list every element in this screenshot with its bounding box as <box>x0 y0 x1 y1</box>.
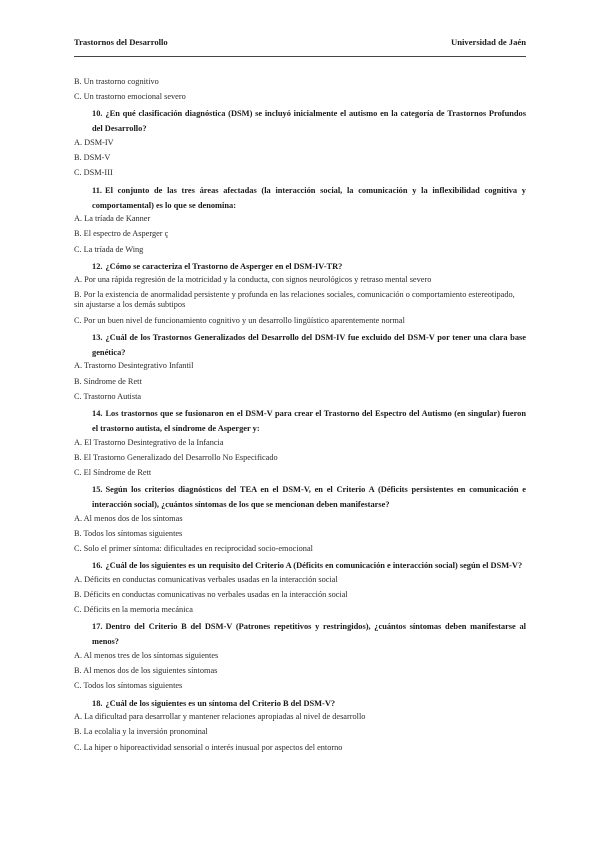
question-14 <box>92 406 526 436</box>
answer-option: A. Al menos dos de los síntomas <box>74 513 183 523</box>
question-number: 12. <box>92 261 103 271</box>
answer-option: A. DSM-IV <box>74 137 114 147</box>
question-17 <box>92 619 526 649</box>
answer-option: B. Al menos dos de los siguientes síntomas <box>74 666 218 676</box>
answer-option: C. Todos los síntomas siguientes <box>74 681 183 691</box>
answer-option: C. Un trastorno emocional severo <box>74 92 186 102</box>
header-course-title: Trastornos del Desarrollo <box>74 37 168 47</box>
answer-option: B. La ecolalia y la inversión pronominal <box>74 727 208 737</box>
question-text: ¿Cuál de los Trastornos Generalizados del Desarrollo del DSM-IV fue excluido del DSM-V por tener una clara base genética? <box>92 332 526 357</box>
header-divider <box>74 56 526 57</box>
answer-option: A. La dificultad para desarrollar y mantener relaciones apropiadas al nivel de desarrollo <box>74 712 366 722</box>
question-10 <box>92 106 526 136</box>
answer-option: C. Déficits en la memoria mecánica <box>74 605 193 615</box>
question-12 <box>92 259 526 274</box>
question-15 <box>92 482 526 512</box>
question-text: ¿Cuál de los siguientes es un requisito del Criterio A (Déficits en comunicación e interacción social) según el DSM-V? <box>105 561 523 571</box>
question-number: 13. <box>92 332 103 342</box>
question-number: 18. <box>92 698 103 708</box>
answer-option: A. Por una rápida regresión de la motricidad y la conducta, con signos neurológicos y retraso mental severo <box>74 275 432 285</box>
question-text: Los trastornos que se fusionaron en el DSM-V para crear el Trastorno del Espectro del Autismo (en singular) fueron el trastorno autista, el síndrome de Asperger y: <box>92 409 526 433</box>
answer-option: B. Un trastorno cognitivo <box>74 77 159 86</box>
answer-option: A. Trastorno Desintegrativo Infantil <box>74 361 194 371</box>
header-university: Universidad de Jaén <box>451 37 526 47</box>
question-text: Dentro del Criterio B del DSM-V (Patrones repetitivos y restringidos), ¿cuántos síntomas deben manifestarse al menos? <box>92 622 526 647</box>
question-text: El conjunto de las tres áreas afectadas (la interacción social, la comunicación y la inflexibilidad cognitiva y comportamental) es lo que se denomina: <box>92 185 526 210</box>
question-11 <box>92 183 526 213</box>
question-number: 15. <box>92 485 103 495</box>
answer-option: B. Síndrome de Rett <box>74 376 142 386</box>
answer-option: B. Todos los síntomas siguientes <box>74 528 183 538</box>
answer-option: C. Trastorno Autista <box>74 391 142 401</box>
page-header <box>74 37 526 51</box>
answer-option: A. Al menos tres de los síntomas siguientes <box>74 651 219 661</box>
question-text: ¿Cuál de los siguientes es un síntoma del Criterio B del DSM-V? <box>105 698 336 708</box>
answer-option: C. Solo el primer síntoma: dificultades en reciprocidad socio-emocional <box>74 544 313 554</box>
answer-option: A. La tríada de Kanner <box>74 214 151 224</box>
answer-option: C. La tríada de Wing <box>74 244 144 254</box>
question-text: ¿En qué clasificación diagnóstica (DSM) se incluyó inicialmente el autismo en la categoría de Trastornos Profundos del Desarrollo? <box>92 109 526 134</box>
answer-option: C. DSM-III <box>74 168 113 178</box>
answer-option: B. Por la existencia de anormalidad persistente y profunda en las relaciones sociales, comunicación o comportamiento estereotipado, sin ajustarse a los demás subtipos <box>74 290 515 310</box>
question-number: 14. <box>92 409 103 418</box>
question-number: 10. <box>92 109 103 119</box>
question-text: ¿Cómo se caracteriza el Trastorno de Asperger en el DSM-IV-TR? <box>105 261 343 271</box>
question-13 <box>92 330 526 360</box>
question-number: 16. <box>92 561 103 571</box>
answer-option: B. El Trastorno Generalizado del Desarrollo No Especificado <box>74 452 278 462</box>
answer-option: A. El Trastorno Desintegrativo de la Infancia <box>74 437 224 447</box>
question-number: 11. <box>92 185 103 195</box>
answer-option: C. El Síndrome de Rett <box>74 467 152 477</box>
answer-option: B. DSM-V <box>74 153 111 163</box>
answer-option: B. Déficits en conductas comunicativas no verbales usadas en la interacción social <box>74 590 348 600</box>
question-18 <box>92 696 526 711</box>
answer-option: C. La hiper o hiporeactividad sensorial o interés inusual por aspectos del entorno <box>74 742 343 752</box>
answer-option: B. El espectro de Asperger ç <box>74 229 169 239</box>
question-text: Según los criterios diagnósticos del TEA en el DSM-V, en el Criterio A (Déficits persistentes en comunicación e interacción social), ¿cuántos síntomas de los que se mencionan deben manifestarse? <box>92 485 526 510</box>
question-list <box>74 77 526 758</box>
question-number: 17. <box>92 622 103 632</box>
answer-option: C. Por un buen nivel de funcionamiento cognitivo y un desarrollo lingüístico aparentemente normal <box>74 315 405 325</box>
answer-option: A. Déficits en conductas comunicativas verbales usadas en la interacción social <box>74 574 338 584</box>
question-16 <box>92 558 526 573</box>
